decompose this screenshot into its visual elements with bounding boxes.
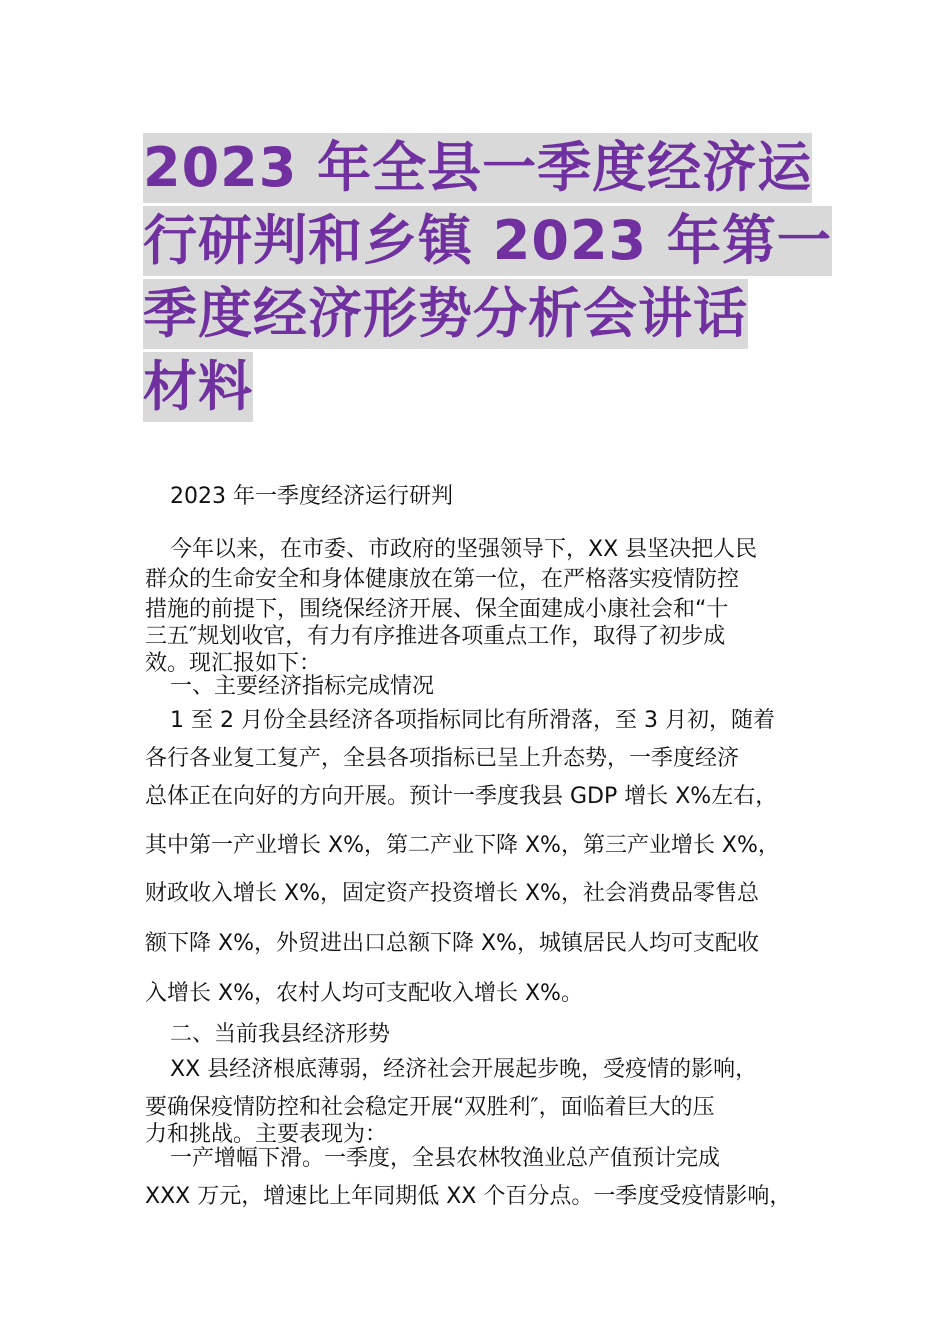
paragraph-intro-line-4: 三五″规划收官，有力有序推进各项重点工作，取得了初步成 — [145, 624, 726, 649]
document-title — [143, 133, 832, 425]
paragraph-intro-line-2: 群众的生命安全和身体健康放在第一位，在严格落实疫情防控 — [145, 567, 740, 592]
paragraph-situation-line-1: XX 县经济根底薄弱，经济社会开展起步晚，受疫情的影响， — [170, 1057, 758, 1082]
paragraph-indicators-line-2: 各行各业复工复产，全县各项指标已呈上升态势，一季度经济 — [145, 746, 740, 771]
section-heading-report: 2023 年一季度经济运行研判 — [170, 484, 453, 509]
paragraph-indicators-line-5: 财政收入增长 X%，固定资产投资增长 X%，社会消费品零售总 — [145, 881, 759, 906]
title-line-2: 行研判和乡镇 2023 年第一 — [143, 206, 813, 276]
section-heading-2: 二、当前我县经济形势 — [170, 1022, 391, 1047]
paragraph-indicators-line-1: 1 至 2 月份全县经济各项指标同比有所滑落，至 3 月初，随着 — [170, 708, 775, 733]
paragraph-indicators-line-4: 其中第一产业增长 X%，第二产业下降 X%，第三产业增长 X%， — [145, 833, 780, 858]
paragraph-indicators-line-6: 额下降 X%，外贸进出口总额下降 X%，城镇居民人均可支配收 — [145, 931, 759, 956]
paragraph-indicators-line-3: 总体正在向好的方向开展。预计一季度我县 GDP 增长 X%左右， — [145, 784, 778, 809]
paragraph-intro-line-3: 措施的前提下，围绕保经济开展、保全面建成小康社会和“十 — [145, 597, 729, 622]
title-line-3: 季度经济形势分析会讲话 — [143, 279, 813, 349]
title-line-1: 2023 年全县一季度经济运 — [143, 133, 813, 203]
paragraph-situation-line-3: 力和挑战。主要表现为： — [145, 1122, 388, 1147]
paragraph-primary-industry-line-2: XXX 万元，增速比上年同期低 XX 个百分点。一季度受疫情影响， — [145, 1184, 792, 1209]
section-heading-1: 一、主要经济指标完成情况 — [170, 674, 435, 699]
paragraph-intro-line-5: 效。现汇报如下： — [145, 651, 322, 676]
paragraph-primary-industry-line-1: 一产增幅下滑。一季度，全县农林牧渔业总产值预计完成 — [170, 1146, 721, 1171]
paragraph-intro-line-1: 今年以来，在市委、市政府的坚强领导下，XX 县坚决把人民 — [170, 537, 758, 562]
paragraph-indicators-line-7: 入增长 X%，农村人均可支配收入增长 X%。 — [145, 981, 583, 1006]
title-line-4: 材料 — [143, 352, 813, 422]
paragraph-situation-line-2: 要确保疫情防控和社会稳定开展“双胜利″，面临着巨大的压 — [145, 1095, 715, 1120]
